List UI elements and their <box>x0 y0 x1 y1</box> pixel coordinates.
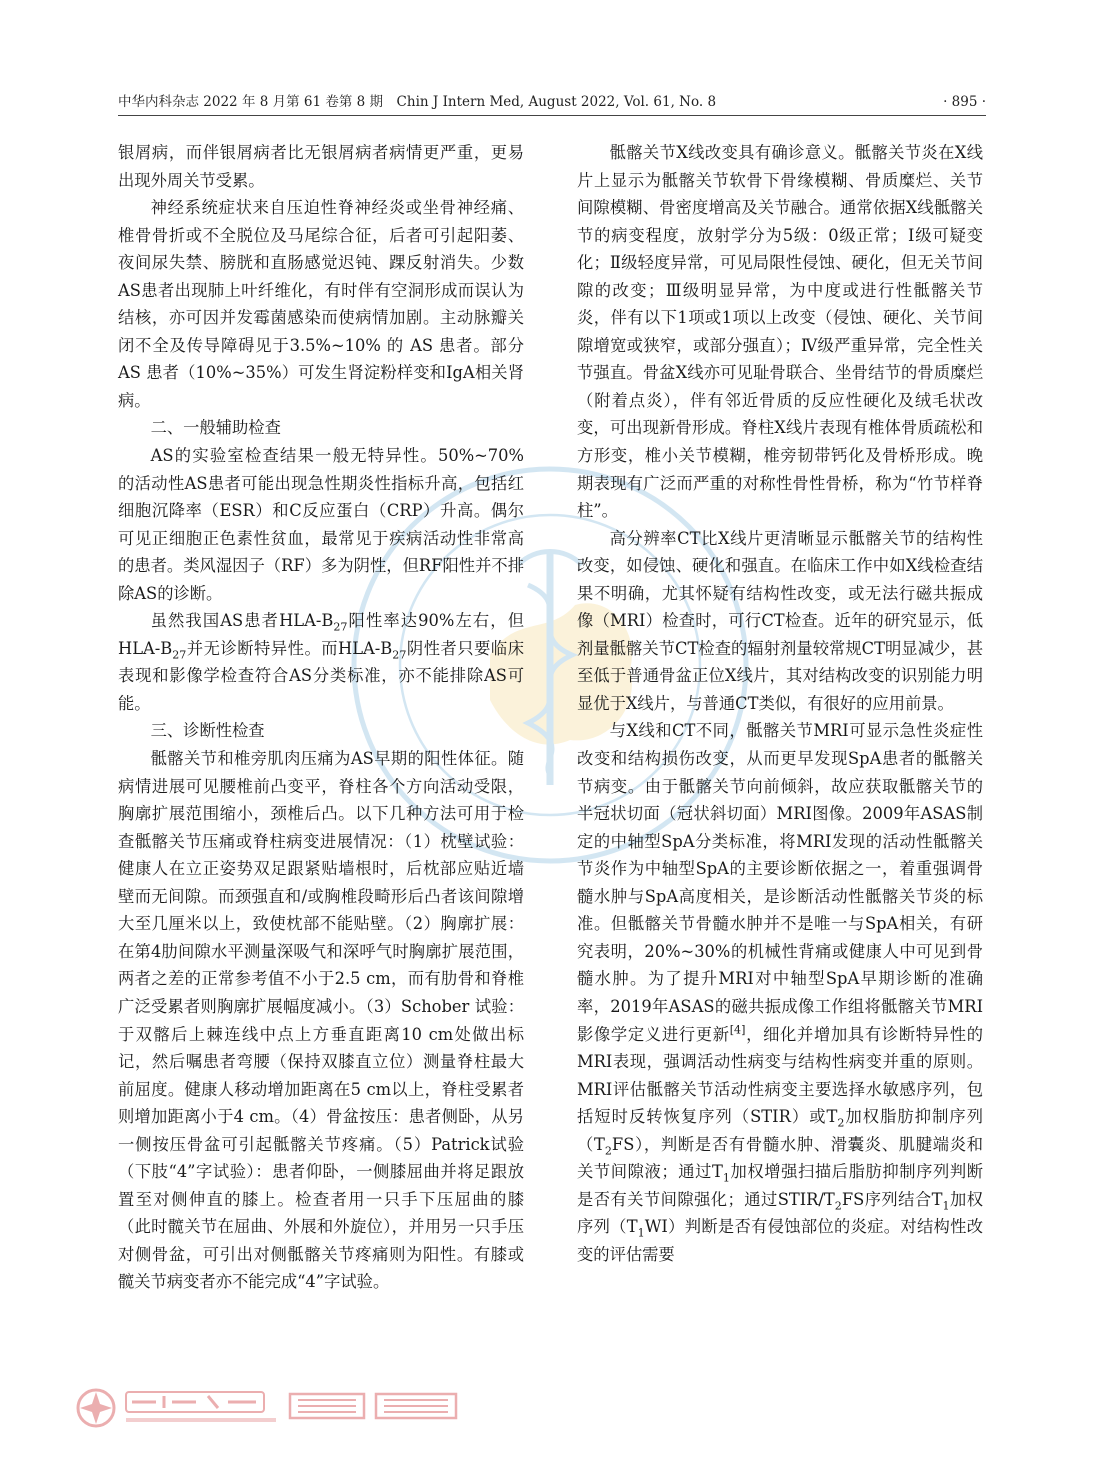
paragraph: 银屑病，而伴银屑病者比无银屑病者病情更严重，更易出现外周关节受累。 <box>118 143 524 190</box>
running-header <box>118 92 986 112</box>
left-column <box>118 139 524 1296</box>
citation-reference[interactable]: [4] <box>729 1023 746 1037</box>
paragraph: 与X线和CT不同，骶髂关节MRI可显示急性炎症性改变和结构损伤改变，从而更早发现SpA患者的骶髂关节病变。由于骶髂关节向前倾斜，故应获取骶髂关节的半冠状切面（冠状斜切面）MRI图像。2009年ASAS制定的中轴型SpA分类标准，将MRI发现的活动性骶髂关节炎作为中轴型SpA的主要诊断依据之一，着重强调骨髓水肿与SpA高度相关，是诊断活动性骶髂关节炎的标准。但骶髂关节骨髓水肿并不是唯一与SpA相关，有研究表明，20%~30%的机械性背痛或健康人中可见到骨髓水肿。为了提升MRI对中轴型SpA早期诊断的准确率，2019年ASAS的磁共振成像工作组将骶髂关节MRI影像学定义进行更新[4]，细化并增加具有诊断特异性的MRI表现，强调活动性病变与结构性病变并重的原则。MRI评估骶髂关节活动性病变主要选择水敏感序列，包括短时反转恢复序列（STIR）或$T_2$加权脂肪抑制序列$(T_2FS)$，判断是否有骨髓水肿、滑囊炎、肌腱端炎和关节间隙液；通过$T_1$加权增强扫描后脂肪抑制序列判断是否有关节间隙强化；通过STIR/$T_2FS$序列结合$T_1$加权序列$(T_1WI)$判断是否有侵蚀部位的炎症。对结构性改变的评估需要 <box>577 721 983 1264</box>
publisher-logo <box>68 1378 508 1438</box>
section-heading: 三、诊断性检查 <box>150 721 265 741</box>
paragraph: 骶髂关节和椎旁肌肉压痛为AS早期的阳性体征。随病情进展可见腰椎前凸变平，脊柱各个方向活动受限，胸廓扩展范围缩小，颈椎后凸。以下几种方法可用于检查骶髂关节压痛或脊柱病变进展情况：（1）枕壁试验：健康人在立正姿势双足跟紧贴墙根时，后枕部应贴近墙壁而无间隙。而颈强直和/或胸椎段畸形后凸者该间隙增大至几厘米以上，致使枕部不能贴壁。（2）胸廓扩展：在第4肋间隙水平测量深吸气和深呼气时胸廓扩展范围，两者之差的正常参考值不小于2.5 cm，而有肋骨和脊椎广泛受累者则胸廓扩展幅度减小。（3）Schober 试验：于双髂后上棘连线中点上方垂直距离10 cm处做出标记，然后嘱患者弯腰（保持双膝直立位）测量脊柱最大前屈度。健康人移动增加距离在5 cm以上，脊柱受累者则增加距离小于4 cm。（4）骨盆按压：患者侧卧，从另一侧按压骨盆可引起骶髂关节疼痛。（5）Patrick试验（下肢“4”字试验）：患者仰卧，一侧膝屈曲并将足跟放置至对侧伸直的膝上。检查者用一只手下压屈曲的膝（此时髋关节在屈曲、外展和外旋位），并用另一只手压对侧骨盆，可引出对侧骶髂关节疼痛则为阳性。有膝或髋关节病变者亦不能完成“4”字试验。 <box>118 749 524 1292</box>
page-number: · 895 · <box>943 94 986 110</box>
section-heading: 二、一般辅助检查 <box>150 418 281 438</box>
paragraph: 虽然我国AS患者HLA-$B_{27}$阳性率达90%左右，但HLA-$B_{27}$并无诊断特异性。而HLA-$B_{27}$阴性者只要临床表现和影像学检查符合AS分类标准，亦不能排除AS可能。 <box>118 611 524 713</box>
paragraph: 神经系统症状来自压迫性脊神经炎或坐骨神经痛、椎骨骨折或不全脱位及马尾综合征，后者可引起阳萎、夜间尿失禁、膀胱和直肠感觉迟钝、踝反射消失。少数AS患者出现肺上叶纤维化，有时伴有空洞形成而误认为结核，亦可因并发霉菌感染而使病情加剧。主动脉瓣关闭不全及传导障碍见于3.5%~10% 的 AS 患者。部分 AS 患者（10%~35%）可发生肾淀粉样变和IgA相关肾病。 <box>118 198 524 410</box>
paragraph: 骶髂关节X线改变具有确诊意义。骶髂关节炎在X线片上显示为骶髂关节软骨下骨缘模糊、骨质糜烂、关节间隙模糊、骨密度增高及关节融合。通常依据X线骶髂关节的病变程度，放射学分为5级：0级正常；Ⅰ级可疑变化；Ⅱ级轻度异常，可见局限性侵蚀、硬化，但无关节间隙的改变；Ⅲ级明显异常，为中度或进行性骶髂关节炎，伴有以下1项或1项以上改变（侵蚀、硬化、关节间隙增宽或狭窄，或部分强直）；Ⅳ级严重异常，完全性关节强直。骨盆X线亦可见耻骨联合、坐骨结节的骨质糜烂（附着点炎），伴有邻近骨质的反应性硬化及绒毛状改变，可出现新骨形成。脊柱X线片表现有椎体骨质疏松和方形变，椎小关节模糊，椎旁韧带钙化及骨桥形成。晚期表现有广泛而严重的对称性骨性骨桥，称为“竹节样脊柱”。 <box>577 143 983 521</box>
paragraph: AS的实验室检查结果一般无特异性。50%~70% 的活动性AS患者可能出现急性期炎性指标升高，包括红细胞沉降率（ESR）和C反应蛋白（CRP）升高。偶尔可见正细胞正色素性贫血，最常见于疾病活动性非常高的患者。类风湿因子（RF）多为阴性，但RF阳性并不排除AS的诊断。 <box>118 446 524 603</box>
right-column <box>577 139 983 1268</box>
header-rule <box>118 115 986 116</box>
journal-running-title: 中华内科杂志 2022 年 8 月第 61 卷第 8 期 Chin J Intern Med, August 2022, Vol. 61, No. 8 <box>118 94 717 110</box>
paragraph: 高分辨率CT比X线片更清晰显示骶髂关节的结构性改变，如侵蚀、硬化和强直。在临床工作中如X线检查结果不明确，尤其怀疑有结构性改变，或无法行磁共振成像（MRI）检查时，可行CT检查。近年的研究显示，低剂量骶髂关节CT检查的辐射剂量较常规CT明显减少，甚至低于普通骨盆正位X线片，其对结构改变的识别能力明显优于X线片，与普通CT类似，有很好的应用前景。 <box>577 528 983 713</box>
